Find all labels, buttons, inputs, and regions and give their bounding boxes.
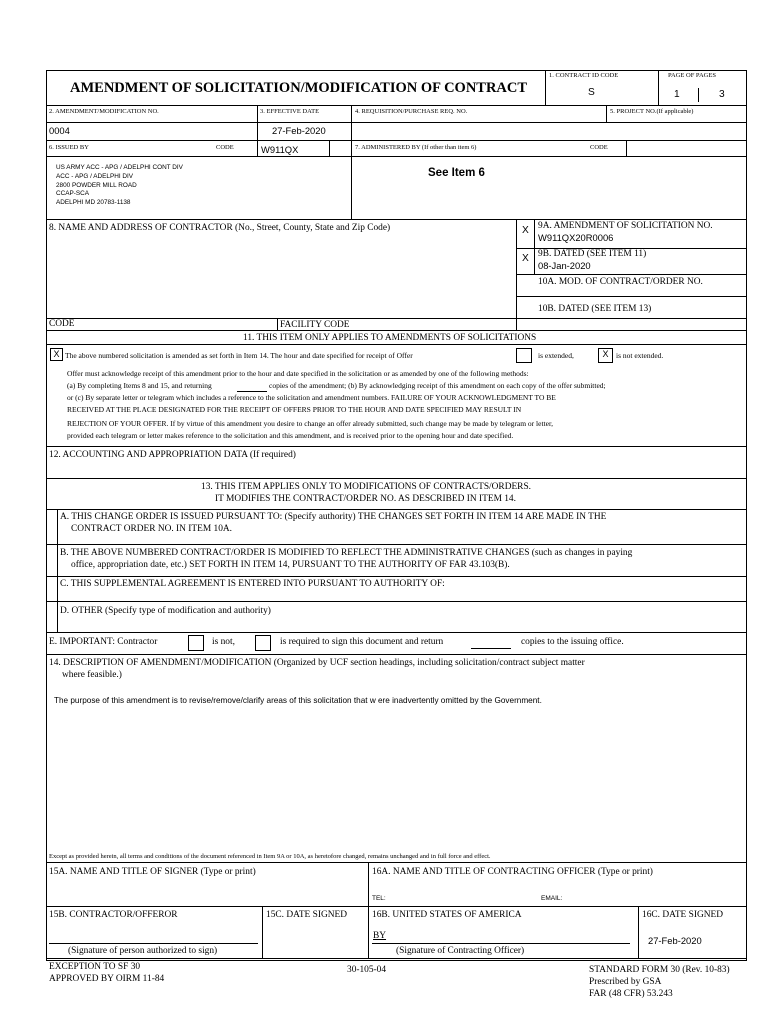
footer-far: FAR (48 CFR) 53.243 bbox=[589, 989, 673, 999]
effective-date-field[interactable]: 27-Feb-2020 bbox=[272, 125, 326, 136]
item13-title: 13. THIS ITEM APPLIES ONLY TO MODIFICATIONS OF CONTRACTS/ORDERS. bbox=[201, 482, 531, 492]
item7-label: 7. ADMINISTERED BY (If other than item 6) bbox=[355, 144, 477, 151]
divider bbox=[351, 156, 352, 219]
item11-paragraph: copies of the amendment; (b) By acknowledging receipt of this amendment on each copy of the offer submitted; bbox=[269, 381, 606, 390]
tel-label: TEL: bbox=[372, 895, 386, 902]
item3-label: 3. EFFECTIVE DATE bbox=[260, 108, 320, 115]
contractor-signature-caption: (Signature of person authorized to sign) bbox=[68, 946, 218, 956]
page-number: 1 bbox=[674, 89, 680, 100]
divider bbox=[57, 509, 58, 632]
item11-not-extended-label: is not extended. bbox=[616, 351, 664, 360]
item7-code-label: CODE bbox=[590, 144, 608, 151]
item15b-label: 15B. CONTRACTOR/OFFEROR bbox=[49, 910, 178, 920]
item6-label: 6. ISSUED BY bbox=[49, 144, 89, 151]
item11-line1: The above numbered solicitation is amended as set forth in Item 14. The hour and date specified for receipt of Offer bbox=[65, 351, 413, 360]
divider bbox=[46, 576, 746, 577]
total-pages: 3 bbox=[719, 89, 725, 100]
item11-not-extended-checkbox[interactable]: X bbox=[598, 348, 613, 363]
item12-label: 12. ACCOUNTING AND APPROPRIATION DATA (If required) bbox=[49, 450, 296, 460]
item9b-check[interactable]: X bbox=[522, 253, 529, 264]
divider bbox=[46, 330, 746, 331]
item15c-label: 15C. DATE SIGNED bbox=[266, 910, 347, 920]
itemE-required-checkbox[interactable] bbox=[255, 635, 271, 651]
issuer-line: ACC - APG / ADELPHI DIV bbox=[56, 172, 134, 180]
item11-paragraph: provided each telegram or letter makes reference to the solicitation and this amendment, and is received prior to the opening hour and date specified. bbox=[67, 431, 514, 440]
divider bbox=[46, 601, 746, 602]
item9a-label: 9A. AMENDMENT OF SOLICITATION NO. bbox=[538, 221, 713, 231]
divider bbox=[46, 105, 746, 106]
item8-label: 8. NAME AND ADDRESS OF CONTRACTOR (No., Street, County, State and Zip Code) bbox=[49, 223, 391, 233]
item9a-check[interactable]: X bbox=[522, 225, 529, 236]
divider bbox=[534, 219, 535, 274]
divider bbox=[46, 219, 746, 220]
item16b-label: 16B. UNITED STATES OF AMERICA bbox=[372, 910, 522, 920]
item11-title: 11. THIS ITEM ONLY APPLIES TO AMENDMENTS OF SOLICITATIONS bbox=[243, 333, 537, 343]
item10b-label: 10B. DATED (SEE ITEM 13) bbox=[538, 304, 652, 314]
divider bbox=[516, 219, 517, 330]
item13a-line1: A. THIS CHANGE ORDER IS ISSUED PURSUANT TO: (Specify authority) THE CHANGES SET FORTH IN ITEM 14 ARE MADE IN THE bbox=[60, 512, 607, 522]
item16a-label: 16A. NAME AND TITLE OF CONTRACTING OFFICER (Type or print) bbox=[372, 867, 653, 877]
divider bbox=[368, 862, 369, 958]
contract-id-code-value: S bbox=[588, 87, 595, 98]
item13c-label: C. THIS SUPPLEMENTAL AGREEMENT IS ENTERED INTO PURSUANT TO AUTHORITY OF: bbox=[60, 579, 445, 589]
item11-paragraph: (a) By completing Items 8 and 15, and returning bbox=[67, 381, 212, 390]
divider bbox=[46, 632, 746, 633]
divider bbox=[46, 958, 746, 959]
solicitation-date-value: 08-Jan-2020 bbox=[538, 260, 591, 271]
divider bbox=[658, 70, 659, 105]
page-of-pages-label: PAGE OF PAGES bbox=[668, 72, 716, 79]
facility-code-label: FACILITY CODE bbox=[280, 320, 350, 330]
divider bbox=[262, 906, 263, 958]
footer-prescribed: Prescribed by GSA bbox=[589, 977, 662, 987]
itemE-required-label: is required to sign this document and return bbox=[280, 637, 444, 647]
item13d-label: D. OTHER (Specify type of modification and authority) bbox=[60, 606, 271, 616]
item11-paragraph: REJECTION OF YOUR OFFER. If by virtue of this amendment you desire to change an offer already submitted, such change may be made by telegram or letter, bbox=[67, 419, 554, 428]
item11-paragraph: Offer must acknowledge receipt of this amendment prior to the hour and date specified in the solicitation or as amended by one of the following methods: bbox=[67, 369, 529, 378]
copies-count-field[interactable] bbox=[471, 648, 511, 649]
divider bbox=[46, 446, 746, 447]
divider bbox=[638, 906, 639, 958]
item13-subtitle: IT MODIFIES THE CONTRACT/ORDER NO. AS DESCRIBED IN ITEM 14. bbox=[215, 494, 516, 504]
officer-signature-line[interactable] bbox=[372, 943, 630, 944]
officer-date-signed: 27-Feb-2020 bbox=[648, 935, 702, 946]
form-title: AMENDMENT OF SOLICITATION/MODIFICATION OF CONTRACT bbox=[70, 80, 528, 96]
footer-exception: EXCEPTION TO SF 30 bbox=[49, 962, 141, 972]
divider bbox=[46, 156, 746, 157]
item15a-label: 15A. NAME AND TITLE OF SIGNER (Type or print) bbox=[49, 867, 256, 877]
item4-label: 4. REQUISITION/PURCHASE REQ. NO. bbox=[355, 108, 468, 115]
footer-form-number: 30-105-04 bbox=[347, 965, 387, 975]
item6-code-label: CODE bbox=[216, 144, 234, 151]
item13b-line1: B. THE ABOVE NUMBERED CONTRACT/ORDER IS MODIFIED TO REFLECT THE ADMINISTRATIVE CHANGES (such as changes in paying bbox=[60, 548, 633, 558]
item11-amended-checkbox[interactable]: X bbox=[50, 348, 63, 361]
itemE-is-not-checkbox[interactable] bbox=[188, 635, 204, 651]
page-of-pages-box bbox=[662, 86, 744, 104]
description-text: The purpose of this amendment is to revise/remove/clarify areas of this solicitation that w ere inadvertently omitted by the Government. bbox=[54, 696, 542, 705]
issuer-address bbox=[56, 164, 183, 208]
issuer-line: US ARMY ACC - APG / ADELPHI CONT DIV bbox=[56, 164, 183, 171]
item5-label: 5. PROJECT NO.(If applicable) bbox=[610, 108, 694, 115]
copies-blank bbox=[237, 391, 267, 392]
divider bbox=[46, 862, 746, 863]
divider bbox=[46, 544, 746, 545]
itemE-is-not-label: is not, bbox=[212, 637, 235, 647]
itemE-copies-label: copies to the issuing office. bbox=[521, 637, 624, 647]
item14-label-cont: where feasible.) bbox=[62, 670, 122, 680]
item11-paragraph: or (c) By separate letter or telegram which includes a reference to the solicitation and amendment numbers. FAILURE OF YOUR ACKNOWLEDGMENT TO BE bbox=[67, 393, 556, 402]
item16c-label: 16C. DATE SIGNED bbox=[642, 910, 723, 920]
divider bbox=[606, 105, 607, 122]
item14-label: 14. DESCRIPTION OF AMENDMENT/MODIFICATION (Organized by UCF section headings, including solicitation/contract subject matter bbox=[49, 658, 585, 668]
divider bbox=[46, 318, 746, 319]
divider bbox=[351, 105, 352, 156]
officer-signature-caption: (Signature of Contracting Officer) bbox=[396, 946, 525, 956]
issuer-line: ADELPHI MD 20783-1138 bbox=[56, 199, 131, 207]
divider bbox=[545, 70, 546, 105]
item11-extended-label: is extended, bbox=[538, 351, 574, 360]
item13a-line2: CONTRACT ORDER NO. IN ITEM 10A. bbox=[71, 524, 233, 534]
item9b-label: 9B. DATED (SEE ITEM 11) bbox=[538, 249, 647, 259]
issuer-code-field[interactable]: W911QX bbox=[261, 144, 299, 155]
issuer-line: 2800 POWDER MILL ROAD bbox=[56, 181, 137, 189]
item11-paragraph: RECEIVED AT THE PLACE DESIGNATED FOR THE RECEIPT OF OFFERS PRIOR TO THE HOUR AND DATE SPECIFIED MAY RESULT IN bbox=[67, 405, 522, 414]
issuer-line: CCAP-SCA bbox=[56, 190, 90, 198]
divider bbox=[516, 296, 746, 297]
contractor-signature-line[interactable] bbox=[49, 943, 258, 944]
itemE-label: E. IMPORTANT: Contractor bbox=[49, 637, 158, 647]
item1-label: 1. CONTRACT ID CODE bbox=[549, 72, 619, 79]
divider bbox=[626, 140, 627, 156]
divider bbox=[46, 122, 746, 123]
divider bbox=[46, 140, 746, 141]
administered-by-value: See Item 6 bbox=[428, 167, 485, 179]
divider bbox=[46, 906, 746, 907]
email-label: EMAIL: bbox=[541, 895, 563, 902]
divider bbox=[516, 274, 746, 275]
divider bbox=[46, 478, 746, 479]
item13b-line2: office, appropriation date, etc.) SET FORTH IN ITEM 14, PURSUANT TO THE AUTHORITY OF FAR 43.103(B). bbox=[71, 560, 510, 570]
divider bbox=[277, 318, 278, 330]
by-label: BY bbox=[373, 931, 387, 941]
item11-extended-checkbox[interactable] bbox=[516, 348, 532, 363]
amendment-number-field[interactable]: 0004 bbox=[49, 125, 70, 136]
divider bbox=[46, 344, 746, 345]
divider bbox=[46, 654, 746, 655]
footer-approved: APPROVED BY OIRM 11-84 bbox=[49, 974, 165, 984]
footer-standard-form: STANDARD FORM 30 (Rev. 10-83) bbox=[589, 965, 730, 975]
divider bbox=[46, 509, 746, 510]
except-provided-text: Except as provided herein, all terms and conditions of the document referenced in Item 9A or 10A, as heretofore changed, remains unchanged and in full force and effect. bbox=[49, 853, 491, 860]
item2-label: 2. AMENDMENT/MODIFICATION NO. bbox=[49, 108, 159, 115]
solicitation-number-value: W911QX20R0006 bbox=[538, 232, 614, 243]
item10a-label: 10A. MOD. OF CONTRACT/ORDER NO. bbox=[538, 277, 703, 287]
contractor-code-label: CODE bbox=[49, 319, 75, 329]
